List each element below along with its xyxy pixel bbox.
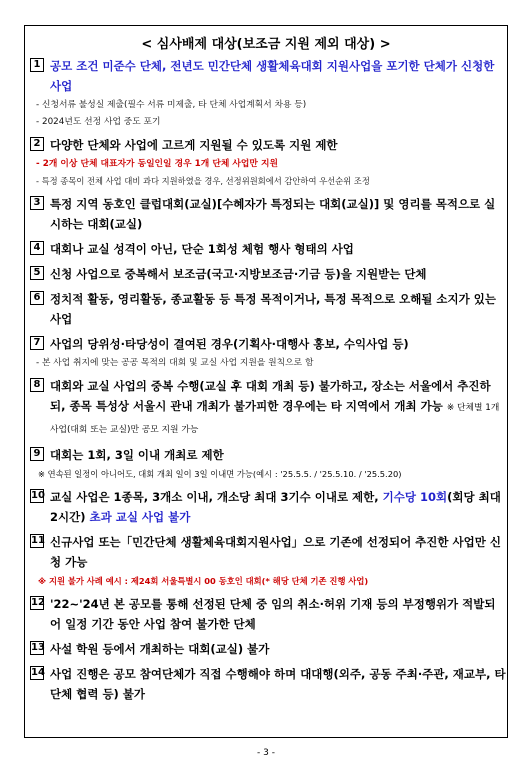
item-text: 신규사업 또는「민간단체 생활체육대회지원사업」으로 기존에 선정되어 추진한 사업만 신청 가능	[50, 535, 501, 569]
list-item	[30, 639, 506, 659]
note: ※ 지원 불가 사례 예시 : 제24회 서울특별시 00 동호인 대회(* 해당 단체 기존 진행 사업)	[38, 576, 369, 586]
item-number: 6	[30, 291, 44, 305]
list-item	[30, 487, 506, 527]
item-text-highlight: 기수당 10회	[382, 490, 448, 504]
list-item	[30, 445, 506, 465]
item-number: 11	[31, 535, 45, 546]
item-text: 특정 지역 동호인 클럽대회(교실)[수혜자가 특정되는 대회(교실)] 및 영리를 목적으로 실시하는 대회(교실)	[50, 197, 496, 231]
item-text-part: 교실 사업은 1종목, 3개소 이내, 개소당 최대 3기수 이내로 제한,	[50, 490, 383, 504]
item-number: 4	[30, 241, 44, 255]
list-item	[30, 594, 506, 634]
list-item	[30, 532, 506, 572]
item-text: 사업의 당위성·타당성이 결여된 경우(기획사·대행사 홍보, 수익사업 등)	[50, 337, 409, 351]
sub-item: - 2024년도 선정 사업 중도 포기	[36, 117, 161, 127]
item-text: 신청 사업으로 중복해서 보조금(국고·지방보조금·기금 등)을 지원받는 단체	[50, 267, 427, 281]
page-title: < 심사배제 대상(보조금 지원 제외 대상) >	[141, 37, 391, 52]
item-number: 9	[30, 447, 44, 461]
list-item	[30, 376, 506, 440]
list-item	[30, 56, 506, 96]
item-number: 14	[31, 667, 45, 678]
item-text: 정치적 활동, 영리활동, 종교활동 등 특정 목적이거나, 특정 목적으로 오해될 소지가 있는 사업	[50, 292, 496, 326]
item-number: 2	[30, 137, 44, 151]
list-item	[30, 264, 506, 284]
item-text: 대회나 교실 성격이 아닌, 단순 1회성 체험 행사 형태의 사업	[50, 242, 354, 256]
note: ※ 연속된 일정이 아니어도, 대회 개최 일이 3일 이내면 가능(예시 : '25.5.5. / '25.5.10. / '25.5.20)	[38, 469, 402, 479]
list-item	[30, 334, 506, 354]
item-number: 1	[30, 58, 44, 72]
item-number: 10	[31, 490, 45, 501]
page-number: - 3 -	[257, 748, 275, 758]
list-item	[30, 664, 506, 704]
sub-item: - 본 사업 취지에 맞는 공공 목적의 대회 및 교실 사업 지원을 원칙으로 함	[36, 358, 314, 368]
list-item	[30, 135, 506, 155]
item-text: 사설 학원 등에서 개최하는 대회(교실) 불가	[50, 642, 270, 656]
list-item	[30, 239, 506, 259]
item-text: 대회는 1회, 3일 이내 개최로 제한	[50, 448, 224, 462]
item-number: 12	[31, 597, 45, 608]
item-number: 8	[30, 378, 44, 392]
item-text: 사업 진행은 공모 참여단체가 직접 수행해야 하며 대대행(외주, 공동 주최·주관, 재교부, 타 단체 협력 등) 불가	[50, 667, 506, 701]
list-item	[30, 194, 506, 234]
inline-note: ※ 단체별 1개 사업(대회 또는 교실)만 공모 지원 가능	[50, 403, 500, 435]
item-number: 5	[30, 266, 44, 280]
item-number: 13	[31, 642, 45, 653]
item-text	[50, 376, 506, 440]
sub-item: - 신청서류 불성실 제출(필수 서류 미제출, 타 단체 사업계획서 차용 등)	[36, 100, 307, 110]
sub-item: - 2개 이상 단체 대표자가 동일인일 경우 1개 단체 사업만 지원	[36, 159, 278, 169]
item-number: 7	[30, 336, 44, 350]
item-text: '22~'24년 본 공모를 통해 선정된 단체 중 임의 취소·허위 기재 등의 부정행위가 적발되어 일정 기간 동안 사업 참여 불가한 단체	[50, 597, 496, 631]
item-text-part: (회당 최대 2시간)	[50, 490, 501, 524]
item-text: 다양한 단체와 사업에 고르게 지원될 수 있도록 지원 제한	[50, 138, 338, 152]
item-text	[50, 487, 506, 527]
sub-item: - 특정 종목이 전체 사업 대비 과다 지원하였을 경우, 선정위원회에서 감안하여 우선순위 조정	[36, 176, 370, 186]
item-text-highlight: 초과 교실 사업 불가	[89, 510, 191, 524]
item-number: 3	[30, 196, 44, 210]
item-text: 공모 조건 미준수 단체, 전년도 민간단체 생활체육대회 지원사업을 포기한 단체가 신청한 사업	[50, 59, 495, 93]
exclusion-list	[30, 56, 506, 704]
list-item	[30, 289, 506, 329]
item-text-main: 대회와 교실 사업의 중복 수행(교실 후 대회 개최 등) 불가하고, 장소는 서울에서 추진하되, 종목 특성상 서울시 관내 개최가 불가피한 경우에는 타 지역에서 개최 가능	[50, 379, 491, 413]
